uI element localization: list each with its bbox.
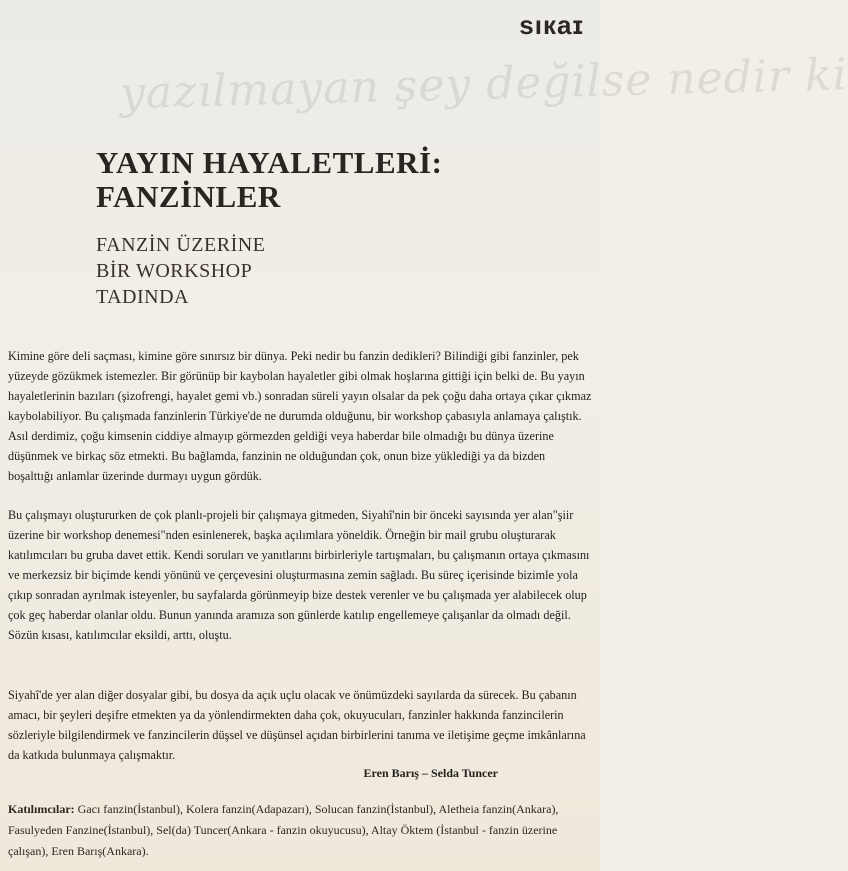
paragraph-2-end: Sözün kısası, katılımcılar eksildi, arttı, oluştu. [8,628,232,642]
subtitle-line-1: FANZİN ÜZERİNE [96,234,266,256]
paragraph-2: Bu çalışmayı oluştururken de çok planlı-projeli bir çalışmaya gitmeden, Siyahî'nin bir önceki sayısında yer alan"şiir üzerine bir workshop denemesi"nden esinlenerek, başka açılımlara yöneldik. Örneğin bir mail grubu oluşturarak katılımcıları bu gruba davet ettik. Kendi soruları ve yanıtlarını birbirleriyle tartışmaları, bu çalışmanın ortaya çıkmasını ve merkezsiz bir biçimde kendi yönünü ve çerçevesini oluşturmasına zemin sağladı. Bu süreç içerisinde bizimle yola çıkıp sonradan ayrılmak isteyenler, bu sayfalarda görünmeyip bize destek verenler ve bu çalışmada yer alabilecek olup çok geç haberdar olanlar oldu. Bunun yanında aramıza son günlerde katılıp engellemeye çalışanlar da olmadı değil. [8,508,590,622]
watermark-text: yazılmayan şey değilse nedir ki [119,49,848,120]
page-title [96,146,442,214]
subtitle-line-2: BİR WORKSHOP [96,260,253,282]
participants-list [8,799,592,862]
paragraph-intro [8,346,592,486]
authors-signature: Eren Barış – Selda Tuncer [363,766,498,780]
magazine-logo: sıкaɪ [519,10,584,40]
participants-text: Gacı fanzin(İstanbul), Kolera fanzin(Adapazarı), Solucan fanzin(İstanbul), Aletheia fanzin(Ankara), Fasulyeden Fanzine(İstanbul), Sel(da) Tuncer(Ankara - fanzin okuyucusu), Altay Öktem (İstanbul - fanzin üzerine çalışan), Eren Barış(Ankara). [8,802,559,858]
paragraph-purpose [8,685,592,765]
paragraph-3: Siyahî'de yer alan diğer dosyalar gibi, bu dosya da açık uçlu olacak ve önümüzdeki sayılarda da sürecek. Bu çabanın amacı, bir şeyleri deşifre etmekten ya da yönlendirmekten daha çok, okuyucuları, fanzinler hakkında fanzincilerin sözleriyle bilgilendirmek ve fanzincilerin düşsel ve düşünsel açıdan birbirlerini tanıma ve iletişime geçme imkânlarına da katkıda bulunmaya çalışmaktır. [8,688,586,762]
paragraph-method [8,505,592,645]
paragraph-1: Kimine göre deli saçması, kimine göre sınırsız bir dünya. Peki nedir bu fanzin dedikleri? Bilindiği gibi fanzinler, pek yüzeyde gözükmek istemezler. Bir görünüp bir kaybolan hayaletler gibi olmak hoşlarına gittiği için belki de. Bu yayın hayaletlerinin bazıları (şizofrengi, hayalet gemi vb.) sonradan süreli yayın olsalar da pek çoğu daha ortaya çıkar çıkmaz kaybolabiliyor. Bu çalışmada fanzinlerin Türkiye'de ne durumda olduğunu, bir workshop çabasıyla anlamaya çalıştık. Asıl derdimiz, çoğu kimsenin ciddiye almayıp görmezden geldiği veya haberdar bile olmadığı bu dünya üzerine düşünmek ve birkaç söz etmekti. Bu bağlamda, fanzinin ne olduğundan çok, onun bize yüklediği ya da bizden boşalttığı anlamlar üzerinde durmayı uygun gördük. [8,349,592,483]
subtitle-line-3: TADINDA [96,286,189,308]
title-line-1: YAYIN HAYALETLERİ: [96,145,443,180]
title-line-2: FANZİNLER [96,179,281,214]
participants-label: Katılımcılar: [8,802,75,816]
page-subtitle [96,232,265,310]
